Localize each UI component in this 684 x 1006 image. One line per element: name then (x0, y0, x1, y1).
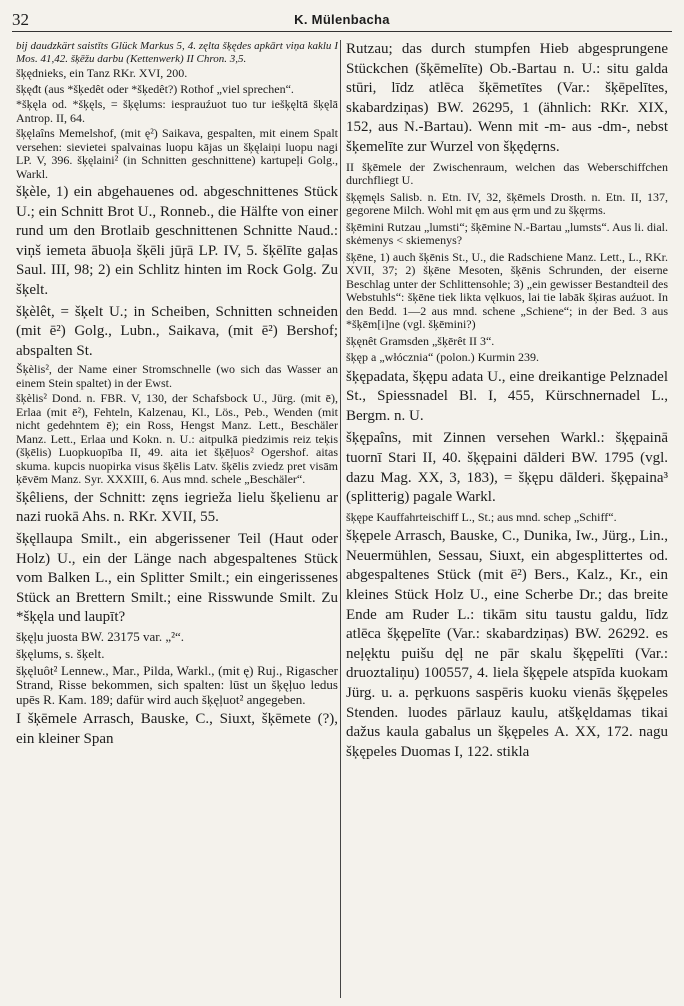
dictionary-entry: šķępele Arrasch, Bauske, C., Dunika, Iw., Jürg., Lin., Neuermühlen, Sessau, Siuxt, ein abgesplittertes od. abgespaltenes Stück (mit ē²) Bers., Kalz., Kr., ein kleines Stück Holz U., eine Scherbe Dr.; das breite Ende am Ruder L.: tikām situ taustu galdu, līdz atlēca šķępelīte (Var.: skabardziņas) BW. 26292. es neļęktu puišu dęļ ne pār skalu šķępelīti (Var.: druoztaliņu) 100557, 4. liela šķępele atspīda kuokam Jürg. u. a. pęrkuons saspēris kuoku vienās šķępeles Stenden. luodes pārlauz kaulu, atšķęldamas tikai dažus kaula gabalus un šķępeles A. XX, 172. nagu šķępeles Duomas I, 122. stikla (346, 528, 668, 760)
dictionary-entry: šķęmęls Salisb. n. Etn. IV, 32, šķēmels Drosth. n. Etn. II, 137, gegorene Milch. Wohl mit ęm aus ęrm und zu šķęrms. (346, 189, 668, 218)
dictionary-entry: šķēne, 1) auch šķēnis St., U., die Radschiene Manz. Lett., L., RKr. XVII, 37; 2) šķēne Mesoten, šķēnis Schrunden, der eiserne Beschlag unter der Schlittensohle; 3) „ein gewisser Bestandteil des Webstuhls“: šķēne tiek likta vęlkuos, lai tie labāk šķiras auźuot. In den Bedd. 1—2 aus mnd. schene „Schiene“; in der Bed. 3 aus *šķēm[i]ne (vgl. šķēmini?) (346, 249, 668, 332)
dictionary-entry: šķęllaupa Smilt., ein abgerissener Teil (Haut oder Holz) U., ein der Länge nach abgespaltenes Stück vom Balken L., ein Splitter Smilt.; ein eingerissenes Stück an Brettern Smilt.; eine Risswunde Smilt. Zu *šķęla und laupīt? (16, 531, 338, 626)
dictionary-entry: šķęlaîns Memelshof, (mit ę²) Saikava, gespalten, mit einem Spalt versehen: sievietei spalvainas luopu kājas un šķęlaiņi luopu nagi LP. V, 396. šķęlaini² (in Schnitten geschnittene) kartupeļi Golg., Warkl. (16, 126, 338, 181)
dictionary-entry: šķêliens, der Schnitt: zęns iegrieža lielu šķelienu ar nazi ruokā Ahs. n. RKr. XVII, 55. (16, 489, 338, 526)
dictionary-entry: šķępadata, šķępu adata U., eine dreikantige Pelznadel St., Spiessnadel Bl. I, 455, Kürschnernadel L., Bergm. n. U. (346, 368, 668, 424)
dictionary-entry: šķęļu juosta BW. 23175 var. „²“. (16, 629, 185, 644)
dictionary-entry: šķēmini Rutzau „lumsti“; šķēmine N.-Bartau „lumsts“. Aus li. dial. skėmenys < skiemenys? (346, 219, 668, 248)
dictionary-entry: Šķèlis², der Name einer Stromschnelle (wo sich das Wasser an einem Stein spaltet) in der Ewst. (16, 362, 338, 390)
dictionary-entry: šķèlêt, = šķelt U.; in Scheiben, Schnitten schneiden (mit ē²) Golg., Lubn., Saikava, (mit ē²) Bershof; abspalten St. (16, 303, 338, 359)
header-rule (12, 31, 672, 32)
dictionary-entry: šķępe Kauffahrteischiff L., St.; aus mnd. schep „Schiff“. (346, 509, 617, 524)
entry-continuation: bij daudzkärt saistīts Glück Markus 5, 4. zęlta šķędes apkārt viņa kaklu I Mos. 41,42. šķēžu darbu (Kettenwerk) II Chron. 3,5. (16, 40, 338, 65)
right-column (346, 40, 668, 998)
dictionary-entry: I šķēmele Arrasch, Bauske, C., Siuxt, šķēmete (?), ein kleiner Span (16, 710, 338, 747)
dictionary-entry: šķępaîns, mit Zinnen versehen Warkl.: šķępainā tuornī Stari II, 40. šķępaini dālderi BW. 1795 (vgl. dazu Mag. XX, 3, 183), = šķępu dālderi. šķępaina³ (splitterig) pagale Warkl. (346, 430, 668, 506)
dictionary-entry: šķęluôt² Lennew., Mar., Pilda, Warkl., (mit ę) Ruj., Rigascher Strand, Risse bekommen, sich spalten: lūst un šķęļuo ledus upēs R. Kam. 189; dafür wird auch šķęļuot² angegeben. (16, 662, 338, 708)
page-number: 32 (12, 10, 29, 29)
running-head: K. Mülenbacha (294, 12, 390, 27)
dictionary-entry: šķèlis² Dond. n. FBR. V, 130, der Schafsbock U., Jürg. (mit ē), Erlaa (mit ē²), Fehteln, Kalzenau, Kl., Lös., Peb., Wenden (mit nicht gedehntem ē); ein Ross, Hengst Manz. Lett., Beschäler Manz. Lett., Erlaa und Kokn. n. U.: aitpulkā piedzimis reiz teķis (šķēlis) Luopkuopība II, 49. aita iet šķēļuos² Ogershof. aitas skuma. kupcis nuopirka visus šķēlis Latv. šķēlis zviedz pret visām ķēvēm Manz. Syr. XXXIII, 6. Aus mnd. schele „Beschäler“. (16, 391, 338, 487)
dictionary-entry: *šķęla od. *šķęls, = šķęlums: iesprauźuot tuo tur iešķęltā šķęlā Antrop. II, 64. (16, 97, 338, 125)
dictionary-entry: šķęđt (aus *šķedêt oder *šķedêt?) Rothof „viel sprechen“. (16, 81, 294, 96)
column-divider (340, 40, 341, 998)
dictionary-entry: šķèle, 1) ein abgehauenes od. abgeschnittenes Stück U.; ein Schnitt Brot U., Ronneb., die Hälfte von einer rund um den Brotlaib geschnittenen Schnitte Naud.: viņš iemeta ābuoļa šķēli jūŗā LP. IV, 5. šķēlīte gaļas Saul. III, 98; 2) ein Schlitz hinten im Rock Golg. Zu šķelt. (16, 184, 338, 298)
dictionary-entry: šķędnieks, ein Tanz RKr. XVI, 200. (16, 66, 188, 80)
dictionary-entry: II šķēmele der Zwischenraum, welchen das Weberschiffchen durchfliegt U. (346, 159, 668, 188)
page-header (12, 6, 672, 32)
left-column (16, 40, 338, 998)
dictionary-entry: šķęlums, s. šķelt. (16, 645, 105, 661)
dictionary-entry: šķęnêt Gramsden „šķērêt II 3“. (346, 333, 495, 348)
entry-continuation: Rutzau; das durch stumpfen Hieb abgesprungene Stückchen (šķēmelīte) Ob.-Bartau n. U.: situ galda stūri, līdz atlēca šķēmetītes (Var.: šķēpelītes, skabardziņas) BW. 26295, 1 (ähnlich: RKr. XIX, 152, aus N.-Bartau). Wenn mit -m- aus -dm-, nebst šķemelīte zur Wurzel von šķędęrns. (346, 41, 668, 155)
dictionary-entry: šķęp a „włócznia“ (polon.) Kurmin 239. (346, 350, 539, 365)
